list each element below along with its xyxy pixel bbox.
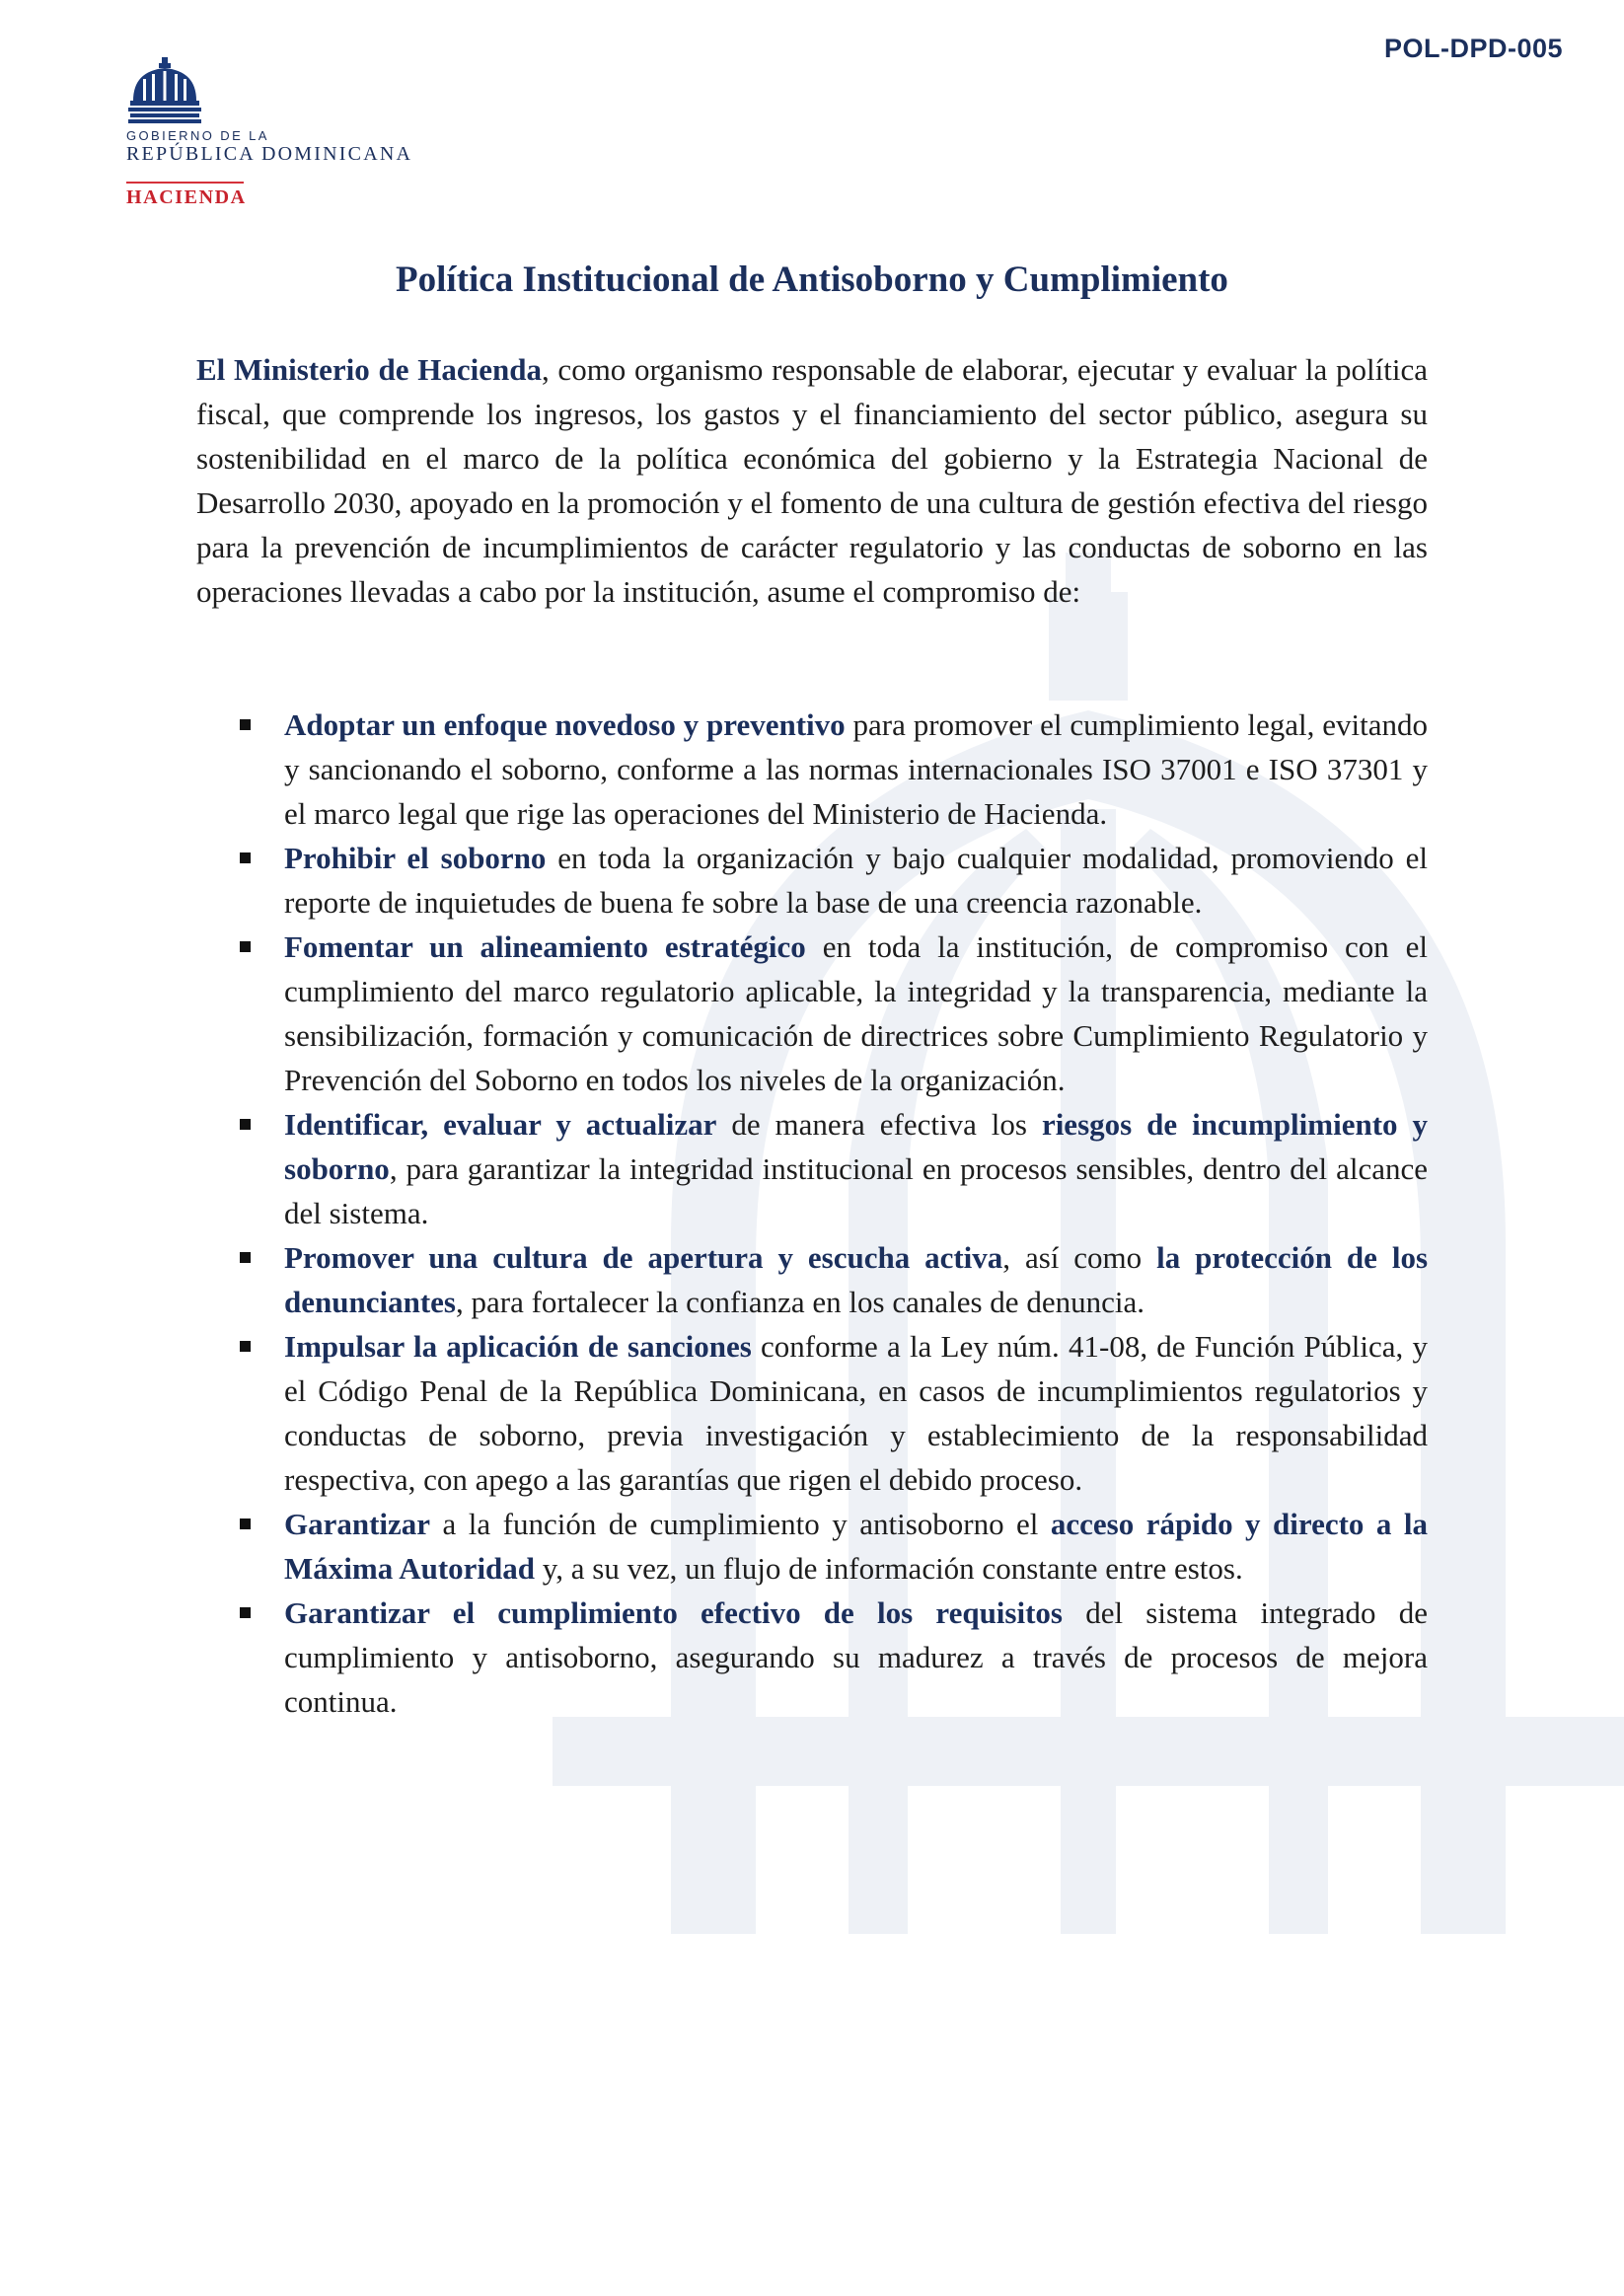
list-item: Impulsar la aplicación de sanciones conforme a la Ley núm. 41-08, de Función Pública, y el Código Penal de la República Dominicana, en casos de incumplimientos regulatorios y conductas de soborno, previa investigación y establecimiento de la responsabilidad respectiva, con apego a las garantías que rigen el debido proceso. xyxy=(284,1324,1428,1502)
bullet-icon xyxy=(240,1518,251,1529)
bullet-icon xyxy=(240,1252,251,1263)
list-item: Garantizar el cumplimiento efectivo de los requisitos del sistema integrado de cumplimiento y antisoborno, asegurando su madurez a través de procesos de mejora continua. xyxy=(284,1591,1428,1724)
list-item: Prohibir el soborno en toda la organización y bajo cualquier modalidad, promoviendo el reporte de inquietudes de buena fe sobre la base de una creencia razonable. xyxy=(284,836,1428,925)
list-item: Identificar, evaluar y actualizar de manera efectiva los riesgos de incumplimiento y soborno, para garantizar la integridad institucional en procesos sensibles, dentro del alcance del sistema. xyxy=(284,1102,1428,1235)
list-item: Garantizar a la función de cumplimiento y antisoborno el acceso rápido y directo a la Máxima Autoridad y, a su vez, un flujo de información constante entre estos. xyxy=(284,1502,1428,1591)
list-item: Fomentar un alineamiento estratégico en toda la institución, de compromiso con el cumplimiento del marco regulatorio aplicable, la integridad y la transparencia, mediante la sensibilización, formación y comunicación de directrices sobre Cumplimiento Regulatorio y Prevención del Soborno en todos los niveles de la organización. xyxy=(284,925,1428,1102)
government-logo xyxy=(126,57,442,215)
intro-paragraph xyxy=(196,347,1428,614)
list-item: Adoptar un enfoque novedoso y preventivo para promover el cumplimiento legal, evitando y sancionando el soborno, conforme a las normas internacionales ISO 37001 e ISO 37301 y el marco legal que rige las operaciones del Ministerio de Hacienda. xyxy=(284,703,1428,836)
bullet-icon xyxy=(240,1341,251,1352)
bullet-icon xyxy=(240,1119,251,1130)
logo-line-gobierno: GOBIERNO DE LA xyxy=(126,128,269,143)
intro-text: , como organismo responsable de elaborar, ejecutar y evaluar la política fiscal, que comprende los ingresos, los gastos y el financiamiento del sector público, asegura su sostenibilidad en el marco de la política económica del gobierno y la Estrategia Nacional de Desarrollo 2030, apoyado en la promoción y el fomento de una cultura de gestión efectiva del riesgo para la prevención de incumplimientos de carácter regulatorio y las conductas de soborno en las operaciones llevadas a cabo por la institución, asume el compromiso de: xyxy=(196,352,1428,609)
bullet-icon xyxy=(240,1607,251,1618)
commitments-list xyxy=(0,703,1624,1724)
bullet-icon xyxy=(240,852,251,863)
page-title: Política Institucional de Antisoborno y Cumplimiento xyxy=(396,259,1228,300)
intro-lead: El Ministerio de Hacienda xyxy=(196,352,542,387)
bullet-icon xyxy=(240,719,251,730)
logo-line-republica: REPÚBLICA DOMINICANA xyxy=(126,143,413,165)
bullet-icon xyxy=(240,941,251,952)
document-code: POL-DPD-005 xyxy=(1383,34,1563,63)
logo-divider xyxy=(126,182,244,184)
logo-line-hacienda: HACIENDA xyxy=(126,186,247,208)
dome-logo-icon xyxy=(128,57,201,124)
list-item: Promover una cultura de apertura y escucha activa, así como la protección de los denunciantes, para fortalecer la confianza en los canales de denuncia. xyxy=(284,1235,1428,1324)
